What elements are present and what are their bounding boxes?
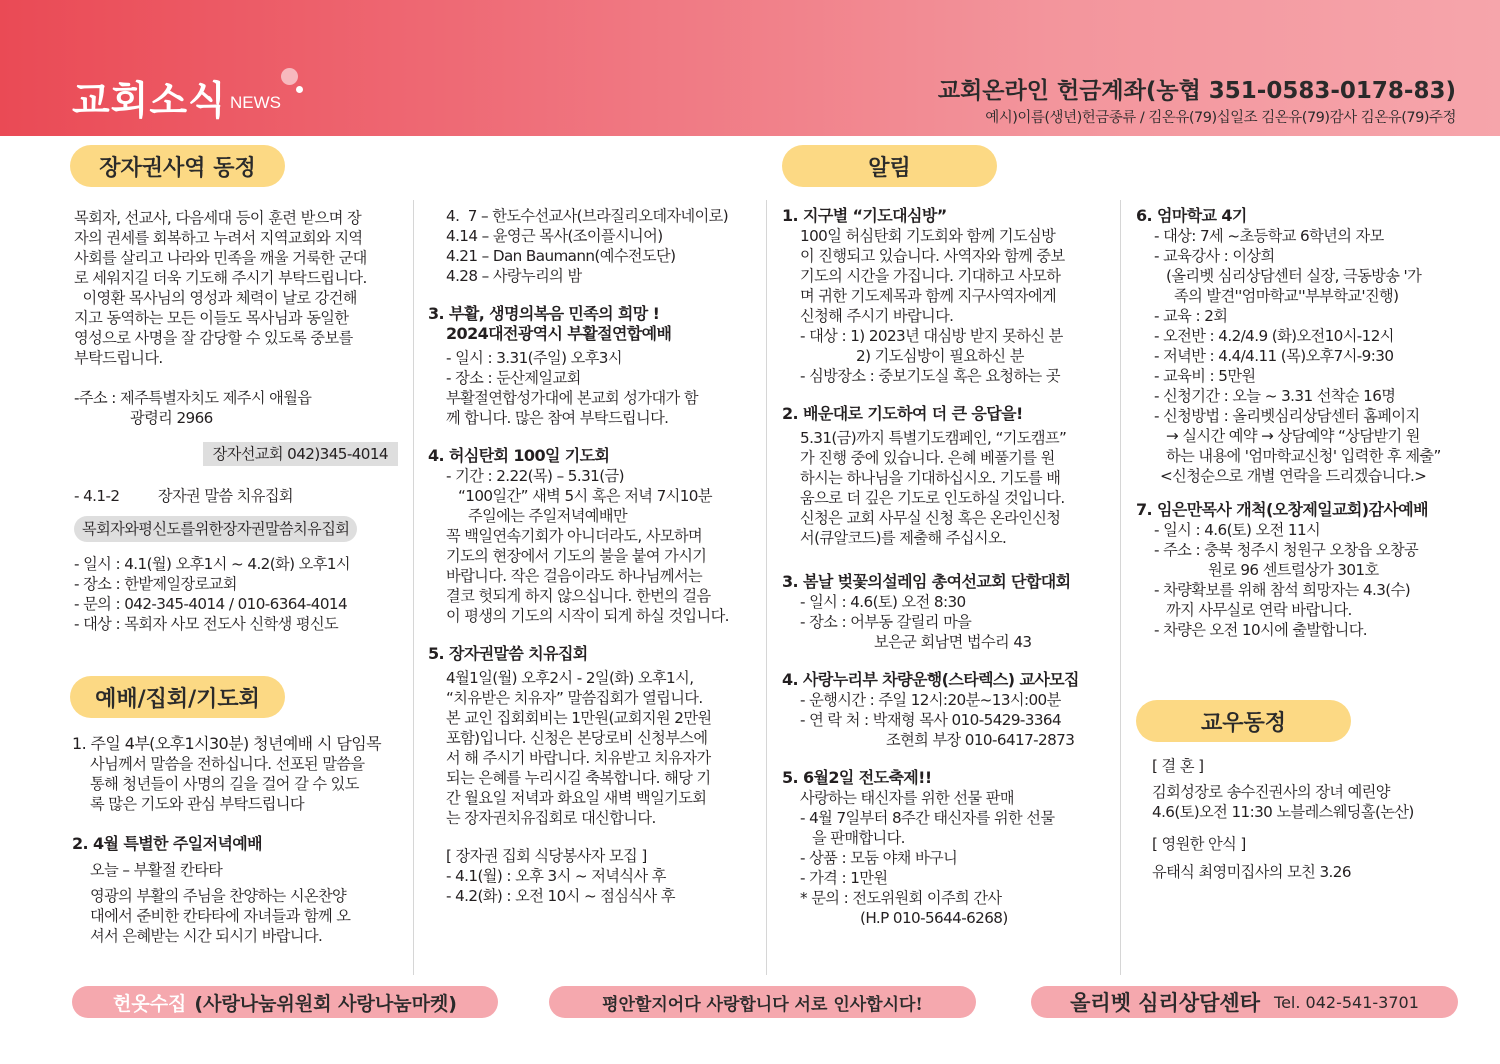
text-line: 록 많은 기도와 관심 부탁드립니다 — [90, 795, 304, 813]
column-divider — [766, 200, 767, 975]
text-line: - 차량확보를 위해 참석 희망자는 4.3(수) — [1154, 581, 1411, 599]
text-line: 가 진행 중에 있습니다. 은혜 베풀기를 원 — [800, 449, 1055, 467]
text-line: - 일시 : 3.31(주일) 오후3시 — [446, 349, 622, 367]
wedding-line: 김회성장로 송수진권사의 장녀 예린양 — [1152, 783, 1390, 801]
wedding-label: [ 결 혼 ] — [1152, 757, 1204, 775]
text-line: - 심방장소 : 중보기도실 혹은 요청하는 곳 — [800, 367, 1060, 385]
text-line: 대에서 준비한 칸타타에 자녀들과 함께 오 — [90, 907, 351, 925]
rest-line: 유태식 최영미집사의 모친 3.26 — [1152, 863, 1351, 881]
event-detail: - 장소 : 한밭제일장로교회 — [74, 575, 237, 593]
text-line: 본 교인 집회회비는 1만원(교회지원 2만원 — [446, 709, 712, 727]
text-line: “치유받은 치유자” 말씀집회가 열립니다. — [446, 689, 703, 707]
brand-subtitle: NEWS — [230, 93, 281, 112]
text-line: 셔서 은혜받는 시간 되시기 바랍니다. — [90, 927, 323, 945]
column-ministry — [74, 208, 404, 634]
text-line: 원로 96 센트럴상가 301호 — [1208, 561, 1379, 579]
text-line: 사님께서 말씀을 전하십니다. 선포된 말씀을 — [90, 755, 365, 773]
text-line: 기도의 현장에서 기도의 불을 붙여 가시기 — [446, 547, 707, 565]
event-detail: - 문의 : 042-345-4014 / 010-6364-4014 — [74, 595, 348, 613]
header-banner — [0, 0, 1500, 136]
event-heading — [74, 486, 404, 506]
text-line: - 신청기간 : 오늘 ~ 3.31 선착순 16명 — [1154, 387, 1396, 405]
ministry-intro — [74, 208, 404, 368]
column-notice-continued — [1136, 206, 1476, 640]
recruit-line: - 4.1(월) : 오후 3시 ~ 저녁식사 후 — [446, 867, 666, 885]
text-line: - 연 락 처 : 박재형 목사 010-5429-3364 — [800, 711, 1062, 729]
text-line: 자의 권세를 회복하고 누려서 지역교회와 지역 — [74, 229, 363, 247]
notice-title: 4. 사랑누리부 차량운행(스타렉스) 교사모집 — [782, 670, 1079, 689]
text-line: 2) 기도심방이 필요하신 분 — [856, 347, 1024, 365]
text-line: - 가격 : 1만원 — [800, 869, 888, 887]
text-line: - 오전반 : 4.2/4.9 (화)오전10시-12시 — [1154, 327, 1394, 345]
event-date: - 4.1-2 — [74, 487, 120, 505]
section-title-worship: 예배/집회/기도회 — [70, 676, 285, 718]
section-title-ministry: 장자권사역 동정 — [70, 145, 285, 187]
column-divider — [413, 200, 414, 975]
text-line: 간 월요일 저녁과 화요일 새벽 백일기도회 — [446, 789, 707, 807]
notice-title: 1. 지구별 “기도대심방” — [782, 206, 947, 225]
text-line: - 기간 : 2.22(목) – 5.31(금) — [446, 467, 624, 485]
text-line: 결코 헛되게 하지 않으십니다. 한번의 걸음 — [446, 587, 711, 605]
schedule-line: 4.28 – 사랑누리의 밤 — [446, 267, 582, 285]
column-worship — [72, 734, 407, 946]
text-line: 이 진행되고 있습니다. 사역자와 함께 중보 — [800, 247, 1065, 265]
clothes-organizer: (사랑나눔위원회 사랑나눔마켓) — [194, 992, 457, 1015]
text-line: 영광의 부활의 주님을 찬양하는 시온찬양 — [90, 887, 347, 905]
text-line: 움으로 더 깊은 기도로 인도하실 것입니다. — [800, 489, 1065, 507]
text-line: 까지 사무실로 연락 바랍니다. — [1166, 601, 1352, 619]
text-line: 포함)입니다. 신청은 본당로비 신청부스에 — [446, 729, 708, 747]
text-line: 꼭 백일연속기회가 아니더라도, 사모하며 — [446, 527, 703, 545]
text-line: 며 귀한 기도제목과 함께 지구사역자에게 — [800, 287, 1057, 305]
text-line: 영성으로 사명을 잘 감당할 수 있도록 중보를 — [74, 329, 353, 347]
offering-account-example: 예시)이름(생년)헌금종류 / 김온유(79)십일조 김온유(79)감사 김온유(79)주정 — [985, 110, 1456, 126]
worship-item-subtitle: 오늘 – 부활절 칸타타 — [90, 861, 223, 879]
text-line: 주일에는 주일저녁예배만 — [468, 507, 628, 525]
text-line: - 운행시간 : 주일 12시:20분~13시:00분 — [800, 691, 1061, 709]
text-line: 100일 허심탄회 기도회와 함께 기도심방 — [800, 227, 1056, 245]
text-line: - 대상 : 1) 2023년 대심방 받지 못하신 분 — [800, 327, 1063, 345]
item-title: 5. 장자권말씀 치유집회 — [428, 644, 588, 663]
text-line: 이 평생의 기도의 시작이 되게 하실 것입니다. — [446, 607, 729, 625]
text-line: 4월1일(월) 오후2시 - 2일(화) 오후1시, — [446, 669, 694, 687]
text-line: 조현희 부장 010-6417-2873 — [886, 731, 1075, 749]
ministry-contact-box: 장자선교회 042)345-4014 — [203, 442, 398, 466]
text-line: - 교육 : 2회 — [1154, 307, 1228, 325]
decor-small-dot-icon — [296, 86, 303, 93]
ministry-address: -주소 : 제주특별자치도 제주시 애월읍 — [74, 389, 312, 407]
recruit-line: - 4.2(화) : 오전 10시 ~ 점심식사 후 — [446, 887, 675, 905]
text-line: <신청순으로 개별 연락을 드리겠습니다.> — [1160, 467, 1427, 485]
text-line: 바랍니다. 작은 걸음이라도 하나님께서는 — [446, 567, 703, 585]
text-line: 5.31(금)까지 특별기도캠페인, “기도캠프” — [800, 429, 1067, 447]
section-title-members: 교우동정 — [1136, 700, 1351, 742]
text-line: - 4월 7일부터 8주간 태신자를 위한 선물 — [800, 809, 1055, 827]
text-line: 께 합니다. 많은 참여 부탁드립니다. — [446, 409, 669, 427]
column-worship-continued — [428, 206, 760, 906]
footer-clothes-collection — [72, 986, 498, 1018]
text-line: 로 세워지길 더욱 기도해 주시기 부탁드립니다. — [74, 269, 367, 287]
text-line: - 교육비 : 5만원 — [1154, 367, 1256, 385]
text-line: “100일간” 새벽 5시 혹은 저녁 7시10분 — [458, 487, 712, 505]
clothes-label: 헌옷수집 — [112, 992, 187, 1015]
event-detail: - 일시 : 4.1(월) 오후1시 ~ 4.2(화) 오후1시 — [74, 555, 350, 573]
worship-item-title: 1. 주일 4부(오후1시30분) 청년예배 시 담임목 — [72, 734, 381, 753]
column-divider — [1120, 200, 1121, 975]
text-line: 신청해 주시기 바랍니다. — [800, 307, 954, 325]
notice-title: 2. 배운대로 기도하여 더 큰 응답을! — [782, 404, 1023, 423]
notice-title: 5. 6월2일 전도축제!! — [782, 768, 932, 787]
notice-title: 3. 봄날 벚꽃의설레임 총여선교회 단합대회 — [782, 572, 1071, 591]
text-line: (올리벳 심리상담센터 실장, 극동방송 '가 — [1166, 267, 1422, 285]
event-detail: - 대상 : 목회자 사모 전도사 신학생 평신도 — [74, 615, 339, 633]
notice-title: 6. 엄마학교 4기 — [1136, 206, 1247, 225]
text-line: - 일시 : 4.6(토) 오전 11시 — [1154, 521, 1321, 539]
text-line: - 저녁반 : 4.4/4.11 (목)오후7시-9:30 — [1154, 347, 1394, 365]
text-line: 지고 동역하는 모든 이들도 목사님과 동일한 — [74, 309, 349, 327]
event-pill: 목회자와평신도를위한장자권말씀치유집회 — [74, 516, 357, 542]
item-title: 2024대전광역시 부활절연합예배 — [446, 324, 672, 343]
text-line: - 장소 : 어부동 갈릴리 마을 — [800, 613, 972, 631]
text-line: 부활절연합성가대에 본교회 성가대가 함 — [446, 389, 698, 407]
text-line: 서 해 주시기 바랍니다. 치유받고 치유자가 — [446, 749, 711, 767]
worship-item-title: 2. 4월 특별한 주일저녁예배 — [72, 834, 263, 853]
member-news — [1152, 756, 1472, 882]
rest-label: [ 영원한 안식 ] — [1152, 835, 1246, 853]
decor-dot-icon — [281, 68, 298, 85]
text-line: * 문의 : 전도위원회 이주희 간사 — [800, 889, 1002, 907]
item-title: 4. 허심탄회 100일 기도회 — [428, 446, 610, 465]
slogan-text: 평안할지어다 사랑합니다 서로 인사합시다! — [602, 994, 923, 1015]
text-line: 사랑하는 태신자를 위한 선물 판매 — [800, 789, 1014, 807]
text-line: - 상품 : 모둠 야채 바구니 — [800, 849, 958, 867]
item-title: 3. 부활, 생명의복음 민족의 희망 ! — [428, 304, 660, 323]
text-line: → 실시간 예약 → 상담예약 “상담받기 원 — [1166, 427, 1420, 445]
event-name: 장자권 말씀 치유집회 — [157, 487, 293, 505]
text-line: 하시는 하나님을 기대하십시오. 기도를 배 — [800, 469, 1061, 487]
text-line: 사회를 살리고 나라와 민족을 깨울 거룩한 군대 — [74, 249, 367, 267]
text-line: - 일시 : 4.6(토) 오전 8:30 — [800, 593, 966, 611]
text-line: 서(큐알코드)를 제출해 주십시오. — [800, 529, 1007, 547]
ministry-address-detail: 광령리 2966 — [130, 409, 213, 427]
text-line: - 차량은 오전 10시에 출발합니다. — [1154, 621, 1367, 639]
schedule-line: 4.21 – Dan Baumann(예수전도단) — [446, 247, 676, 265]
recruit-title: [ 장자권 집회 식당봉사자 모집 ] — [446, 847, 647, 865]
schedule-line: 4. 7 – 한도수선교사(브라질리오데자네이로) — [446, 207, 729, 225]
text-line: (H.P 010-5644-6268) — [860, 909, 1008, 927]
text-line: - 장소 : 둔산제일교회 — [446, 369, 581, 387]
text-line: 목회자, 선교사, 다음세대 등이 훈련 받으며 장 — [74, 209, 362, 227]
center-name: 올리벳 심리상담센타 — [1070, 991, 1261, 1015]
text-line: 는 장자권치유집회로 대신합니다. — [446, 809, 656, 827]
text-line: 신청은 교회 사무실 신청 혹은 온라인신청 — [800, 509, 1061, 527]
text-line: - 신청방법 : 올리벳심리상담센터 홈페이지 — [1154, 407, 1420, 425]
text-line: 하는 내용에 '엄마학교신청' 입력한 후 제출” — [1166, 447, 1441, 465]
footer-counseling-center — [1031, 986, 1458, 1018]
text-line: 통해 청년들이 사명의 길을 걸어 갈 수 있도 — [90, 775, 359, 793]
column-notice — [782, 206, 1114, 928]
text-line: 되는 은혜를 누리시길 축복합니다. 해당 기 — [446, 769, 711, 787]
text-line: 기도의 시간을 가집니다. 기대하고 사모하 — [800, 267, 1061, 285]
text-line: 을 판매합니다. — [812, 829, 905, 847]
schedule-line: 4.14 – 윤영근 목사(조이플시니어) — [446, 227, 663, 245]
text-line: - 대상: 7세 ~초등학교 6학년의 자모 — [1154, 227, 1384, 245]
notice-title: 7. 임은만목사 개척(오창제일교회)감사예배 — [1136, 500, 1428, 519]
brand-title: 교회소식 — [72, 79, 227, 124]
footer-slogan — [549, 986, 976, 1018]
center-tel: Tel. 042-541-3701 — [1274, 992, 1419, 1012]
offering-account-title: 교회온라인 헌금계좌(농협 351-0583-0178-83) — [937, 78, 1456, 104]
text-line: 이영환 목사님의 영성과 체력이 날로 강건해 — [74, 289, 357, 307]
text-line: 보은군 회남면 법수리 43 — [874, 633, 1032, 651]
wedding-line: 4.6(토)오전 11:30 노블레스웨딩홀(논산) — [1152, 803, 1414, 821]
text-line: 족의 발견''엄마학교''부부학교'진행) — [1174, 287, 1399, 305]
section-title-notice: 알림 — [782, 145, 997, 187]
text-line: 부탁드립니다. — [74, 349, 163, 367]
text-line: - 주소 : 충북 청주시 청원구 오창읍 오창공 — [1154, 541, 1419, 559]
text-line: - 교육강사 : 이상희 — [1154, 247, 1275, 265]
